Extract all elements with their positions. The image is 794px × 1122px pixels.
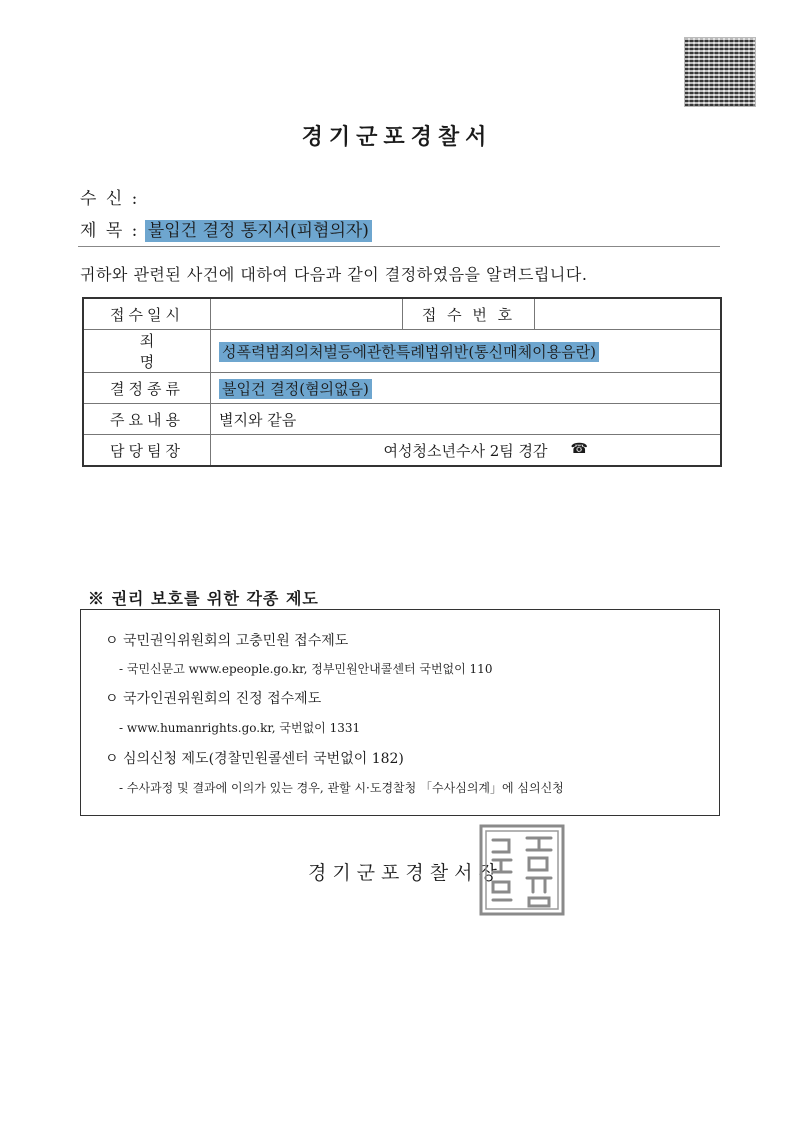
rights-item-sub: - 국민신문고 www.epeople.go.kr, 정부민원안내콜센터 국번없이 110 xyxy=(119,662,493,676)
charge-cell xyxy=(211,330,722,373)
phone-icon: ☎ xyxy=(570,441,588,457)
chief-signature: 경기군포경찰서장 xyxy=(308,862,503,884)
rights-item-text: 심의신청 제도(경찰민원콜센터 국번없이 182) xyxy=(122,751,404,767)
rights-box xyxy=(80,609,720,816)
qr-code xyxy=(684,37,756,107)
receipt-date-value xyxy=(211,298,403,330)
decision-value: 불입건 결정(혐의없음) xyxy=(219,379,372,399)
official-seal-icon xyxy=(477,822,567,918)
rights-item-sub: - 수사과정 및 결과에 이의가 있는 경우, 관할 시·도경찰청 「수사심의계」에 심의신청 xyxy=(119,781,564,795)
table-row xyxy=(83,435,721,467)
rights-item-sub: - www.humanrights.go.kr, 국번없이 1331 xyxy=(119,721,361,735)
receipt-no-value xyxy=(535,298,722,330)
table-row xyxy=(83,330,721,373)
charge-label: 죄 명 xyxy=(83,330,211,373)
decision-cell xyxy=(211,373,722,404)
rights-item xyxy=(105,688,321,708)
content-label: 주요내용 xyxy=(83,404,211,435)
decision-label: 결정종류 xyxy=(83,373,211,404)
rights-item xyxy=(105,748,404,768)
subject-label: 제 목 : xyxy=(80,221,140,241)
subject-line xyxy=(80,216,372,241)
rights-item-text: 국민권익위원회의 고충민원 접수제도 xyxy=(122,633,349,649)
charge-value: 성폭력범죄의처벌등에관한특례법위반(통신매체이용음란) xyxy=(219,342,599,362)
bullet-icon: ㅇ xyxy=(105,751,119,767)
page-title: 경기군포경찰서 xyxy=(301,124,493,150)
recipient-label: 수 신 : xyxy=(80,189,140,209)
table-row xyxy=(83,298,721,330)
bullet-icon: ㅇ xyxy=(105,633,119,649)
bullet-icon: ㅇ xyxy=(105,691,119,707)
manager-cell xyxy=(211,435,722,467)
table-row xyxy=(83,404,721,435)
info-table xyxy=(82,297,722,467)
subject-value: 불입건 결정 통지서(피혐의자) xyxy=(145,220,372,242)
manager-label: 담당팀장 xyxy=(83,435,211,467)
rights-item xyxy=(105,630,348,650)
manager-value: 여성청소년수사 2팀 경감 xyxy=(383,441,548,460)
receipt-date-label: 접수일시 xyxy=(83,298,211,330)
rights-title: ※ 권리 보호를 위한 각종 제도 xyxy=(88,589,319,608)
divider xyxy=(78,246,720,247)
content-value: 별지와 같음 xyxy=(211,404,722,435)
rights-item-text: 국가인권위원회의 진정 접수제도 xyxy=(122,691,322,707)
receipt-no-label: 접 수 번 호 xyxy=(403,298,535,330)
notice-text: 귀하와 관련된 사건에 대하여 다음과 같이 결정하였음을 알려드립니다. xyxy=(80,265,588,284)
table-row xyxy=(83,373,721,404)
